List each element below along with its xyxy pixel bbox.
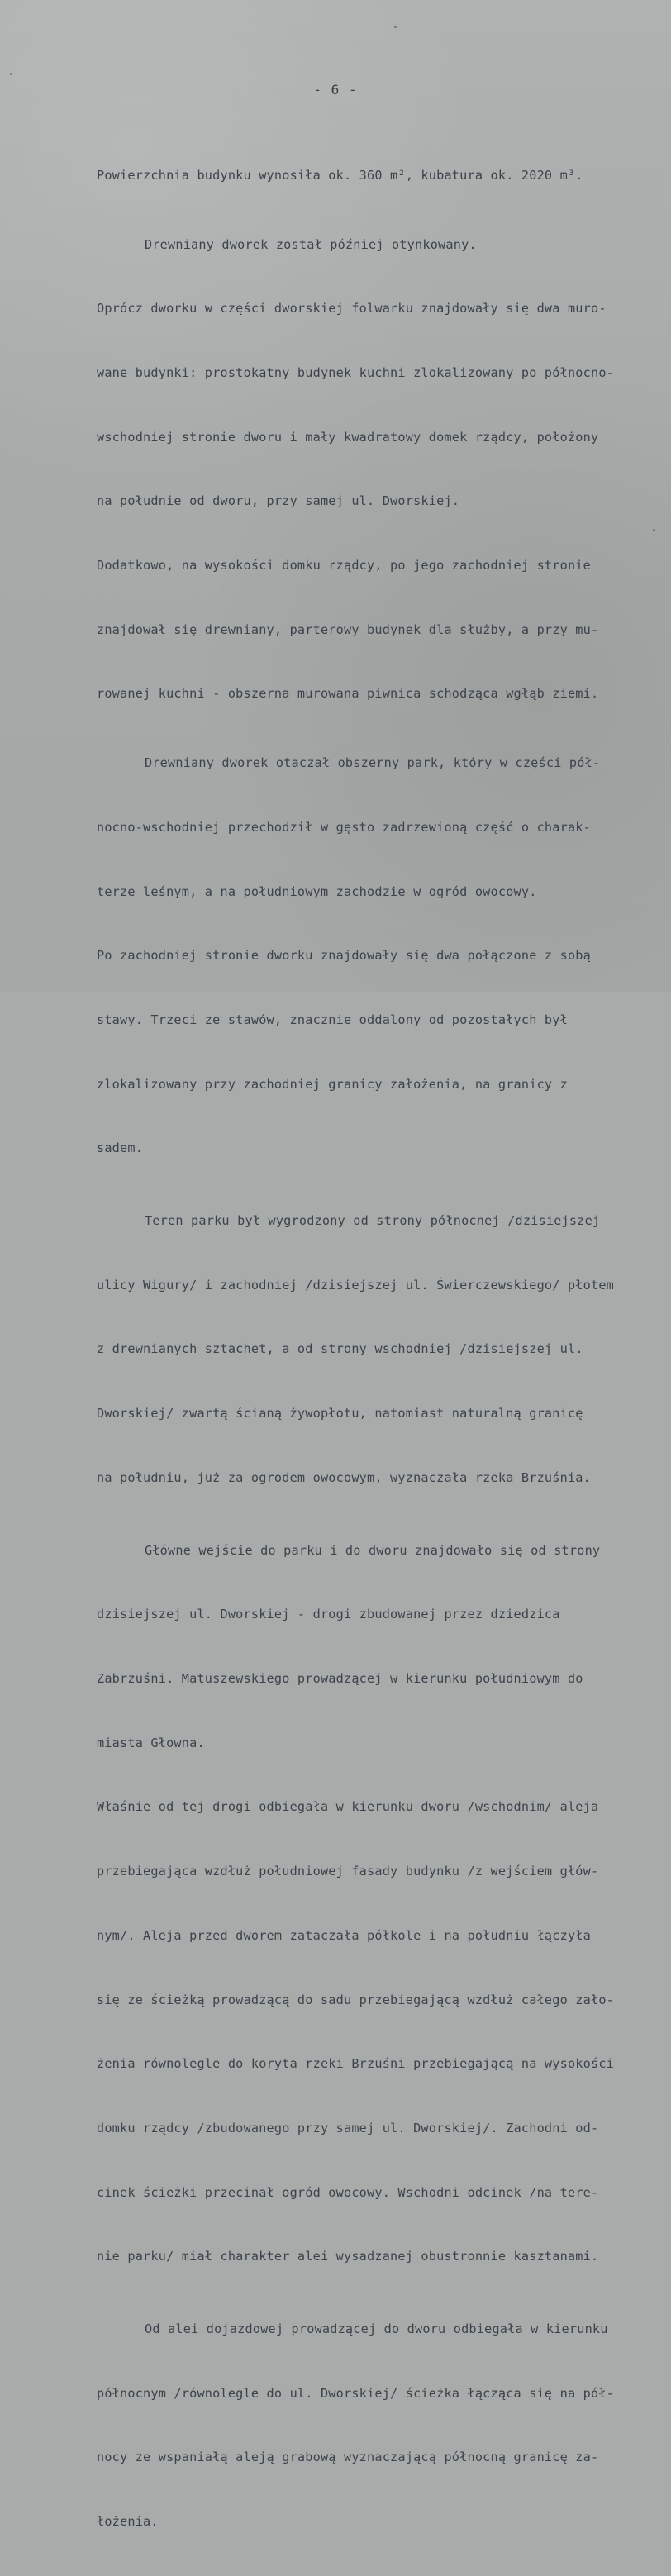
text-line: Po zachodniej stronie dworku znajdowały się dwa połączone z sobą <box>97 948 591 964</box>
text-line: cinek ścieżki przecinał ogród owocowy. Wschodni odcinek /na tere- <box>97 2184 599 2200</box>
text-line: z drewnianych sztachet, a od strony wschodniej /dzisiejszej ul. <box>97 1341 583 1357</box>
text-line: Zabrzuśni. Matuszewskiego prowadzącej w kierunku południowym do <box>97 1670 583 1686</box>
text-line: na południe od dworu, przy samej ul. Dworskiej. <box>97 493 460 509</box>
text-line: Teren parku był wygrodzony od strony północnej /dzisiejszej <box>145 1213 601 1229</box>
text-line: przebiegająca wzdłuż południowej fasady budynku /z wejściem głów- <box>97 1864 599 1879</box>
text-line: nocno-wschodniej przechodził w gęsto zadrzewioną część o charak- <box>97 819 591 835</box>
text-line: łożenia. <box>97 2514 159 2530</box>
text-line: Drewniany dworek został później otynkowany. <box>145 236 477 252</box>
text-line: nocy ze wspaniałą aleją grabową wyznaczającą północną granicę za- <box>97 2450 599 2465</box>
text-line: stawy. Trzeci ze stawów, znacznie oddalony od pozostałych był <box>97 1012 568 1027</box>
text-line: Drewniany dworek otaczał obszerny park, który w części pół- <box>145 755 601 771</box>
text-line: znajdował się drewniany, parterowy budynek dla służby, a przy mu- <box>97 621 599 637</box>
text-line: wschodniej stronie dworu i mały kwadratowy domek rządcy, położony <box>97 429 599 445</box>
body-text <box>97 122 659 2576</box>
text-line: Właśnie od tej drogi odbiegała w kierunku dworu /wschodnim/ aleja <box>97 1799 599 1815</box>
text-line: rowanej kuchni - obszerna murowana piwnica schodząca wgłąb ziemi. <box>97 686 599 702</box>
text-line: nie parku/ miał charakter alei wysadzanej obustronnie kasztanami. <box>97 2249 599 2264</box>
text-line: Od alei dojazdowej prowadzącej do dworu odbiegała w kierunku <box>145 2321 608 2337</box>
text-line: domku rządcy /zbudowanego przy samej ul. Dworskiej/. Zachodni od- <box>97 2120 599 2136</box>
text-line: nym/. Aleja przed dworem zataczała półkole i na południu łączyła <box>97 1927 591 1943</box>
text-line: Oprócz dworku w części dworskiej folwarku znajdowały się dwa muro- <box>97 301 607 317</box>
paper-speck <box>10 73 12 75</box>
text-line: na południu, już za ogrodem owocowym, wyznaczała rzeka Brzuśnia. <box>97 1469 591 1485</box>
text-line: wane budynki: prostokątny budynek kuchni zlokalizowany po północno- <box>97 364 615 380</box>
text-line: się ze ścieżką prowadzącą do sadu przebiegającą wzdłuż całego zało- <box>97 1992 615 2007</box>
text-line: Dodatkowo, na wysokości domku rządcy, po jego zachodniej stronie <box>97 558 591 574</box>
page-number: - 6 - <box>313 82 358 98</box>
text-line: północnym /równolegle do ul. Dworskiej/ ścieżka łącząca się na pół- <box>97 2385 615 2401</box>
text-line: Powierzchnia budynku wynosiła ok. 360 m², kubatura ok. 2020 m³. <box>97 167 583 183</box>
paper-speck <box>394 26 397 28</box>
text-line: zlokalizowany przy zachodniej granicy założenia, na granicy z <box>97 1076 568 1092</box>
paper-speck <box>653 529 655 531</box>
text-line: miasta Głowna. <box>97 1735 205 1750</box>
text-line: sadem. <box>97 1140 144 1156</box>
text-line: ulicy Wigury/ i zachodniej /dzisiejszej ul. Świerczewskiego/ płotem <box>97 1277 615 1293</box>
text-line: dzisiejszej ul. Dworskiej - drogi zbudowanej przez dziedzica <box>97 1607 560 1622</box>
text-line: żenia równolegle do koryta rzeki Brzuśni przebiegającą na wysokości <box>97 2056 615 2072</box>
text-line: Dworskiej/ zwartą ścianą żywopłotu, natomiast naturalną granicę <box>97 1406 583 1421</box>
text-line: terze leśnym, a na południowym zachodzie w ogród owocowy. <box>97 883 537 899</box>
text-line: Główne wejście do parku i do dworu znajdowało się od strony <box>145 1542 601 1558</box>
